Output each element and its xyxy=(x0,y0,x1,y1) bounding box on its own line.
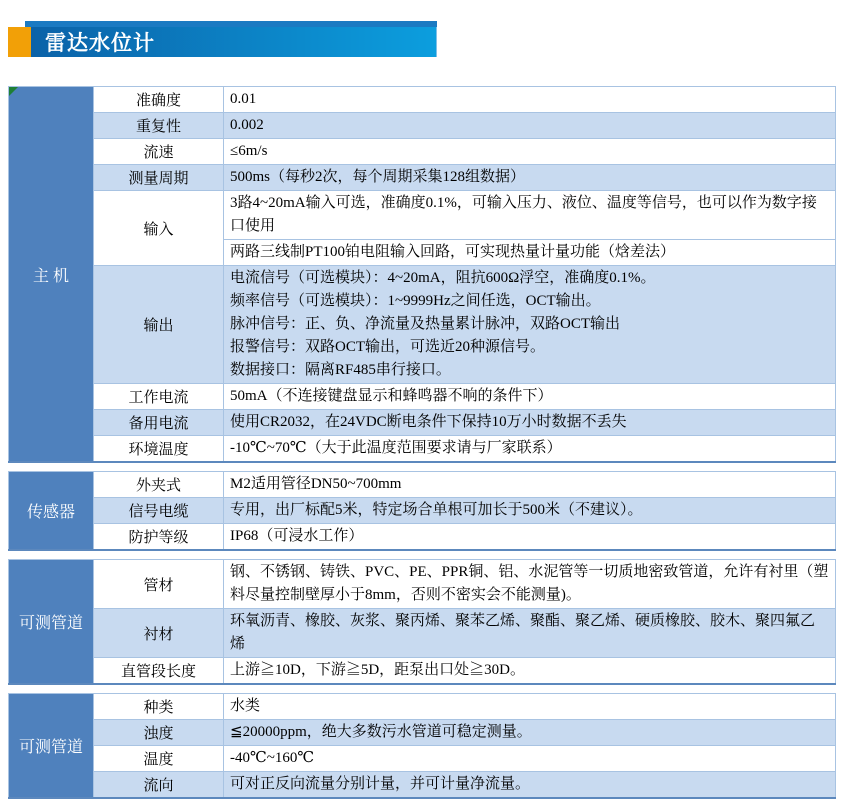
row-label-cell xyxy=(94,139,224,165)
section-header-cell xyxy=(9,472,94,551)
row-label: 重复性 xyxy=(135,119,181,135)
row-label-cell xyxy=(94,720,224,746)
spec-row xyxy=(9,694,836,720)
row-label: 环境温度 xyxy=(128,442,189,458)
spec-row xyxy=(9,720,836,746)
row-label: 流速 xyxy=(143,145,174,161)
row-label-cell xyxy=(94,165,224,191)
row-value-line: 钢、不锈钢、铸铁、PVC、PE、PPR铜、铝、水泥管等一切质地密致管道，允许有衬里（塑料尽量控制壁厚小于8mm，否则不密实会不能测量)。 xyxy=(230,564,829,603)
row-label: 浊度 xyxy=(143,726,174,742)
row-value-line: 可对正反向流量分别计量，并可计量净流量。 xyxy=(230,776,531,792)
row-label-cell xyxy=(94,472,224,498)
page-title: 雷达水位计 xyxy=(45,31,155,55)
row-label-cell xyxy=(94,436,224,463)
spec-row xyxy=(9,165,836,191)
spec-row xyxy=(9,772,836,799)
spec-row xyxy=(9,436,836,463)
row-label-cell xyxy=(94,498,224,524)
row-value-line: 水类 xyxy=(230,698,261,714)
row-value-line: 50mA（不连接键盘显示和蜂鸣器不响的条件下） xyxy=(230,388,553,404)
row-label-cell xyxy=(94,658,224,685)
row-label: 信号电缆 xyxy=(128,504,189,520)
spec-section-table-1 xyxy=(8,471,836,551)
row-value-cell xyxy=(224,191,836,240)
row-value-line: M2适用管径DN50~700mm xyxy=(230,476,402,492)
row-label: 衬材 xyxy=(143,626,174,643)
row-value-line: 数据接口：隔离RF485串行接口。 xyxy=(230,362,451,378)
row-label: 备用电流 xyxy=(128,416,189,432)
row-value-cell xyxy=(224,165,836,191)
section-header-cell xyxy=(9,694,94,799)
row-label-cell xyxy=(94,191,224,266)
row-value-line: 使用CR2032，在24VDC断电条件下保持10万小时数据不丢失 xyxy=(230,414,627,430)
row-label: 准确度 xyxy=(135,93,181,109)
row-value-cell xyxy=(224,498,836,524)
row-value-line: 脉冲信号：正、负、净流量及热量累计脉冲，双路OCT输出 xyxy=(230,316,621,332)
spec-section-table-0 xyxy=(8,86,836,463)
title-banner xyxy=(8,27,437,57)
row-value-cell xyxy=(224,87,836,113)
section-header-cell xyxy=(9,560,94,685)
row-label-cell xyxy=(94,87,224,113)
section-label: 可测管道 xyxy=(18,615,83,632)
row-value-cell xyxy=(224,560,836,609)
row-value-line: ≦20000ppm，绝大多数污水管道可稳定测量。 xyxy=(230,724,532,740)
row-label: 工作电流 xyxy=(128,390,189,406)
row-label-cell xyxy=(94,266,224,384)
row-value-cell xyxy=(224,772,836,799)
row-label: 种类 xyxy=(143,700,174,716)
row-label-cell xyxy=(94,694,224,720)
row-value-line: 0.002 xyxy=(230,117,264,133)
row-value-cell xyxy=(224,240,836,266)
row-label: 防护等级 xyxy=(128,530,189,546)
row-value-line: 报警信号：双路OCT输出，可选近20种源信号。 xyxy=(230,339,546,355)
row-label-cell xyxy=(94,384,224,410)
section-label: 传感器 xyxy=(26,504,75,521)
row-value-line: 频率信号（可选模块）：1~9999Hz之间任选，OCT输出。 xyxy=(230,293,601,309)
row-value-line: ≤6m/s xyxy=(230,143,268,159)
spec-row xyxy=(9,139,836,165)
row-value-cell xyxy=(224,139,836,165)
row-label: 温度 xyxy=(143,752,174,768)
row-value-cell xyxy=(224,113,836,139)
row-label: 流向 xyxy=(143,778,174,794)
row-label-cell xyxy=(94,772,224,799)
row-value-cell xyxy=(224,694,836,720)
row-value-line: 电流信号（可选模块）：4~20mA，阻抗600Ω浮空，准确度0.1%。 xyxy=(230,270,656,286)
spec-section-table-3 xyxy=(8,693,836,799)
section-label: 主 机 xyxy=(32,267,69,285)
row-value-line: -10℃~70℃（大于此温度范围要求请与厂家联系） xyxy=(230,440,562,456)
row-label-cell xyxy=(94,524,224,551)
row-value-cell xyxy=(224,658,836,685)
section-label: 可测管道 xyxy=(18,739,83,756)
green-corner-marker-icon xyxy=(9,87,18,96)
row-label: 直管段长度 xyxy=(120,664,196,680)
spec-row xyxy=(9,87,836,113)
spec-row xyxy=(9,410,836,436)
spec-row xyxy=(9,746,836,772)
row-label: 输出 xyxy=(143,318,174,334)
spec-row xyxy=(9,384,836,410)
row-value-cell xyxy=(224,266,836,384)
row-value-line: -40℃~160℃ xyxy=(230,750,315,766)
spec-row xyxy=(9,524,836,551)
row-label: 外夹式 xyxy=(135,478,181,494)
section-header-cell xyxy=(9,87,94,463)
row-value-cell xyxy=(224,720,836,746)
row-value-cell xyxy=(224,524,836,551)
row-label-cell xyxy=(94,410,224,436)
row-value-line: 专用，出厂标配5米，特定场合单根可加长于500米（不建议）。 xyxy=(230,502,643,518)
banner-blue-bar xyxy=(31,27,437,57)
row-value-cell xyxy=(224,436,836,463)
row-label-cell xyxy=(94,560,224,609)
row-value-line: 环氧沥青、橡胶、灰浆、聚丙烯、聚苯乙烯、聚酯、聚乙烯、硬质橡胶、胶木、聚四氟乙烯 xyxy=(230,613,816,652)
row-value-line: 两路三线制PT100铂电阻输入回路，可实现热量计量功能（焓差法） xyxy=(230,244,676,260)
row-value-line: 3路4~20mA输入可选，准确度0.1%，可输入压力、液位、温度等信号，也可以作为数字接口使用 xyxy=(230,195,817,234)
row-value-cell xyxy=(224,410,836,436)
row-label-cell xyxy=(94,113,224,139)
row-label-cell xyxy=(94,746,224,772)
spec-row xyxy=(9,113,836,139)
spec-row xyxy=(9,191,836,240)
row-label-cell xyxy=(94,609,224,658)
row-value-cell xyxy=(224,384,836,410)
banner-orange-square xyxy=(8,27,31,57)
spec-row xyxy=(9,266,836,384)
row-value-cell xyxy=(224,609,836,658)
spec-row xyxy=(9,498,836,524)
spec-row xyxy=(9,560,836,609)
row-label: 输入 xyxy=(143,221,174,238)
spec-tables-container xyxy=(8,86,836,807)
row-label: 管材 xyxy=(143,577,174,594)
spec-row xyxy=(9,609,836,658)
spec-row xyxy=(9,658,836,685)
row-value-line: 0.01 xyxy=(230,91,257,107)
row-value-line: IP68（可浸水工作） xyxy=(230,528,364,544)
row-value-cell xyxy=(224,746,836,772)
row-value-line: 上游≧10D，下游≧5D，距泵出口处≧30D。 xyxy=(230,662,525,678)
row-value-cell xyxy=(224,472,836,498)
spec-section-table-2 xyxy=(8,559,836,685)
row-value-line: 500ms（每秒2次，每个周期采集128组数据） xyxy=(230,169,526,185)
row-label: 测量周期 xyxy=(128,171,189,187)
spec-row xyxy=(9,472,836,498)
